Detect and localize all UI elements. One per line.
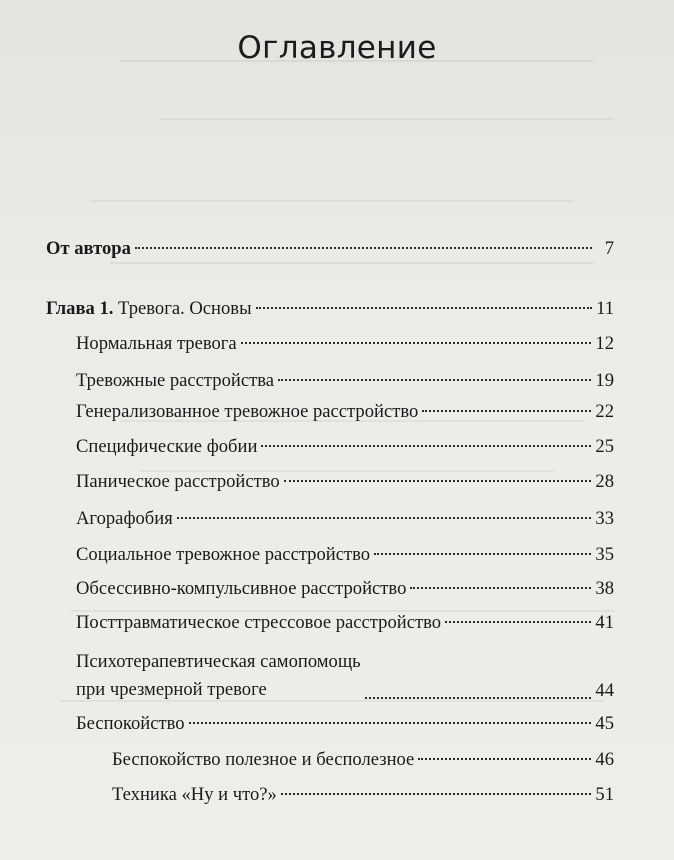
toc-entry-label: Беспокойство полезное и бесполезное	[112, 749, 415, 770]
toc-entry-label	[76, 648, 361, 704]
toc-entry-page: 28	[595, 471, 614, 492]
toc-entry[interactable]	[76, 434, 614, 460]
toc-entry-page: 45	[595, 713, 614, 734]
toc-entry[interactable]	[76, 506, 614, 532]
toc-entry[interactable]	[76, 542, 614, 568]
toc-entry-page: 41	[595, 612, 614, 633]
toc-entry-label: Обсессивно-компульсивное расстройство	[76, 578, 407, 599]
toc-entry-page: 22	[595, 401, 614, 422]
dot-leader	[241, 342, 592, 344]
toc-entry[interactable]	[112, 782, 614, 808]
toc-entry-page: 25	[595, 436, 614, 457]
toc-entry-label-line-1: Психотерапевтическая самопомощь	[76, 651, 361, 672]
toc-entry[interactable]	[76, 331, 614, 357]
dot-leader	[284, 480, 592, 482]
toc-entry-label: Паническое расстройство	[76, 471, 280, 492]
toc-entry-label: Посттравматическое стрессовое расстройство	[76, 612, 442, 633]
dot-leader	[445, 621, 591, 623]
dot-leader	[410, 587, 591, 589]
toc-entry-label: Беспокойство	[76, 713, 185, 734]
toc-entry-label-line-2: при чрезмерной тревоге	[76, 679, 267, 700]
toc-entry[interactable]	[76, 648, 614, 704]
toc-entry-chapter-1[interactable]	[46, 296, 614, 322]
dot-leader	[189, 722, 592, 724]
toc-entry-page: 19	[595, 370, 614, 391]
dot-leader	[177, 517, 592, 519]
toc-entry[interactable]	[76, 576, 614, 602]
toc-entry[interactable]	[76, 368, 614, 394]
dot-leader	[374, 553, 591, 555]
toc-entry-page: 12	[595, 333, 614, 354]
toc-entry-label: Социальное тревожное расстройство	[76, 544, 371, 565]
toc-entry[interactable]	[76, 469, 614, 495]
toc-entry-label: Агорафобия	[76, 508, 173, 529]
dot-leader	[278, 379, 591, 381]
toc-entry[interactable]	[76, 711, 614, 737]
chapter-number: Глава 1.	[46, 298, 114, 319]
toc-entry-author[interactable]	[46, 236, 614, 262]
toc-entry[interactable]	[112, 747, 614, 773]
chapter-title: Тревога. Основы	[113, 298, 252, 319]
toc-entry-page: 51	[595, 784, 614, 805]
dot-leader	[261, 445, 591, 447]
dot-leader	[281, 793, 592, 795]
toc-heading: Оглавление	[237, 30, 437, 66]
toc-entry-label: Нормальная тревога	[76, 333, 237, 354]
toc-entry-page: 46	[595, 749, 614, 770]
toc-entry[interactable]	[76, 610, 614, 636]
toc-entry-page: 44	[595, 680, 614, 701]
toc-entry-page: 7	[604, 238, 614, 259]
toc-entry-page: 33	[595, 508, 614, 529]
toc-entry-label: От автора	[46, 238, 131, 259]
toc-entry-page: 38	[595, 578, 614, 599]
toc-entry[interactable]	[76, 399, 614, 425]
toc-entry-label: Техника «Ну и что?»	[112, 784, 277, 805]
toc-entry-label: Тревожные расстройства	[76, 370, 274, 391]
dot-leader	[422, 410, 591, 412]
dot-leader	[418, 758, 591, 760]
toc-entry-page: 35	[595, 544, 614, 565]
dot-leader	[135, 247, 592, 249]
toc-entry-label: Специфические фобии	[76, 436, 258, 457]
dot-leader	[365, 697, 592, 699]
toc-entry-label: Генерализованное тревожное расстройство	[76, 401, 419, 422]
toc-entry-page: 11	[596, 298, 614, 319]
toc-entry-label	[46, 296, 252, 322]
dot-leader	[256, 307, 592, 309]
